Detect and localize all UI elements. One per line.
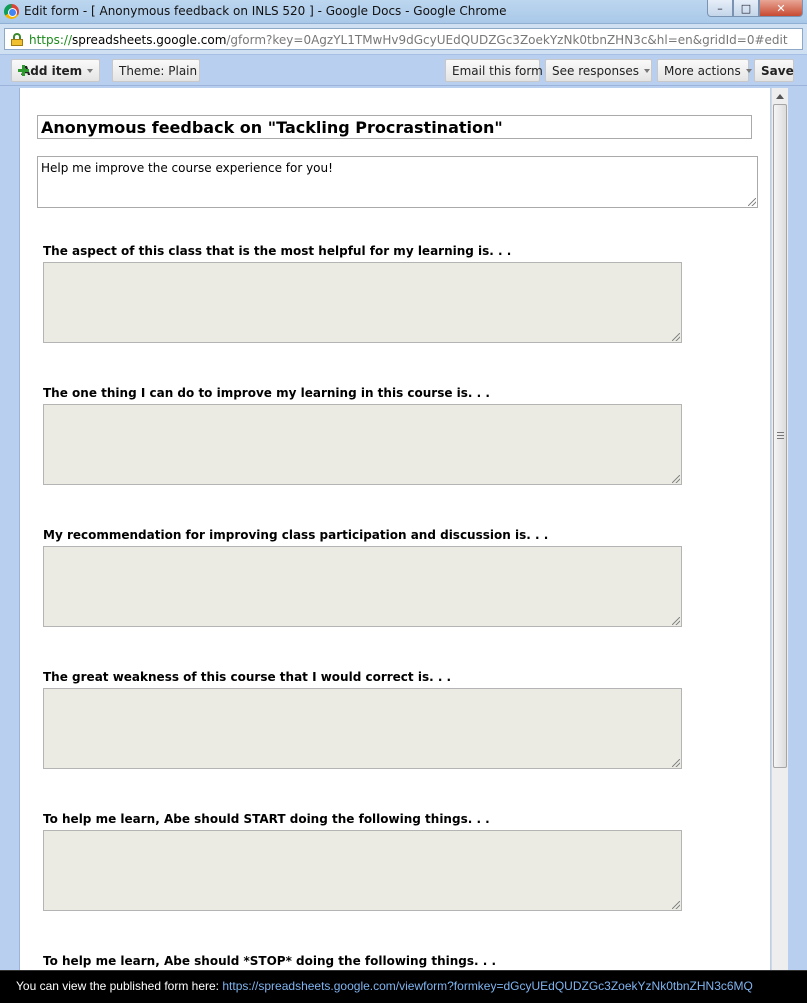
vertical-scrollbar[interactable] xyxy=(771,88,788,970)
resize-grip-icon[interactable] xyxy=(748,198,756,206)
form-description-text: Help me improve the course experience for you! xyxy=(41,161,333,175)
question-label: My recommendation for improving class participation and discussion is. . . xyxy=(43,528,549,542)
content-area xyxy=(0,86,807,970)
more-actions-label: More actions xyxy=(664,63,741,78)
close-button[interactable]: ✕ xyxy=(759,0,803,17)
resize-grip-icon[interactable] xyxy=(672,475,680,483)
scroll-up-icon[interactable] xyxy=(772,88,788,104)
more-actions-button[interactable] xyxy=(657,59,749,82)
published-form-notice xyxy=(16,979,753,993)
add-item-button[interactable] xyxy=(11,59,100,82)
minimize-button[interactable]: – xyxy=(707,0,733,17)
resize-grip-icon[interactable] xyxy=(672,759,680,767)
address-bar-area xyxy=(0,24,807,54)
form-editor xyxy=(19,88,770,970)
form-toolbar xyxy=(0,54,807,86)
see-responses-label: See responses xyxy=(552,63,639,78)
window-title: Edit form - [ Anonymous feedback on INLS 520 ] - Google Docs - Google Chrome xyxy=(24,4,507,18)
maximize-button[interactable]: □ xyxy=(733,0,759,17)
question-label: The one thing I can do to improve my learning in this course is. . . xyxy=(43,386,490,400)
answer-textarea[interactable] xyxy=(43,688,682,769)
url-field[interactable] xyxy=(4,28,803,50)
window-title-bar xyxy=(0,0,807,24)
resize-grip-icon[interactable] xyxy=(672,617,680,625)
chevron-down-icon xyxy=(746,69,752,73)
published-form-bar xyxy=(0,970,807,1003)
url-text[interactable] xyxy=(29,33,788,47)
add-item-label: Add item xyxy=(21,63,83,78)
resize-grip-icon[interactable] xyxy=(672,333,680,341)
published-form-link[interactable]: https://spreadsheets.google.com/viewform?formkey=dGcyUEdQUDZGc3ZoekYzNk0tbnZHN3c6MQ xyxy=(222,979,753,993)
form-description-input[interactable] xyxy=(37,156,758,208)
url-scheme: https:// xyxy=(29,33,73,47)
question-label: The aspect of this class that is the most helpful for my learning is. . . xyxy=(43,244,512,258)
lock-icon[interactable] xyxy=(11,33,23,46)
answer-textarea[interactable] xyxy=(43,404,682,485)
question-label: To help me learn, Abe should *STOP* doing the following things. . . xyxy=(43,954,497,968)
scroll-thumb[interactable] xyxy=(773,104,787,768)
question-label: To help me learn, Abe should START doing the following things. . . xyxy=(43,812,490,826)
grip-icon xyxy=(777,432,784,439)
form-title-input[interactable]: Anonymous feedback on "Tackling Procrastination" xyxy=(37,115,752,139)
window-controls xyxy=(707,0,803,17)
chrome-icon xyxy=(4,4,19,19)
chevron-down-icon xyxy=(644,69,650,73)
answer-textarea[interactable] xyxy=(43,546,682,627)
save-button[interactable]: Save xyxy=(754,59,794,82)
email-form-button[interactable]: Email this form xyxy=(445,59,540,82)
answer-textarea[interactable] xyxy=(43,830,682,911)
see-responses-button[interactable] xyxy=(545,59,652,82)
published-form-text: You can view the published form here: xyxy=(16,979,223,993)
url-path: /gform?key=0AgzYL1TMwHv9dGcyUEdQUDZGc3ZoekYzNk0tbnZHN3c&hl=en&gridId=0#edit xyxy=(226,33,788,47)
url-host: spreadsheets.google.com xyxy=(72,33,227,47)
resize-grip-icon[interactable] xyxy=(672,901,680,909)
theme-button[interactable]: Theme: Plain xyxy=(112,59,200,82)
chevron-down-icon xyxy=(87,69,93,73)
question-label: The great weakness of this course that I would correct is. . . xyxy=(43,670,452,684)
answer-textarea[interactable] xyxy=(43,262,682,343)
